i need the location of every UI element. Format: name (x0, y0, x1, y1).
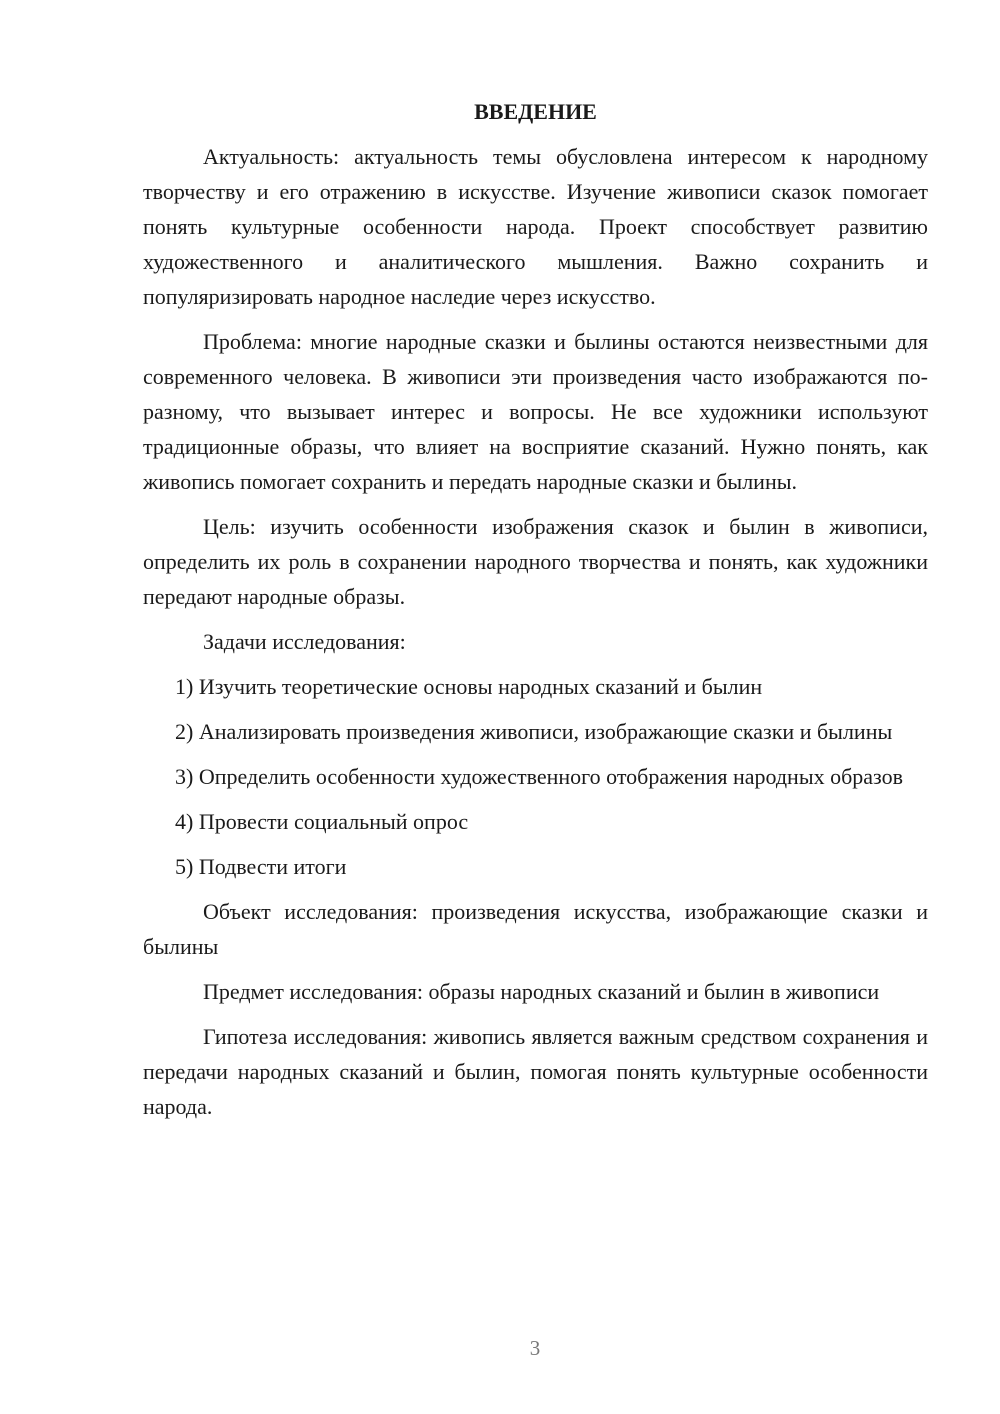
paragraph-hypothesis: Гипотеза исследования: живопись является важным средством сохранения и передачи народных сказаний и былин, помогая понять культурные особенности народа. (143, 1024, 928, 1119)
task-item-1: 1) Изучить теоретические основы народных сказаний и былин (175, 674, 763, 699)
paragraph-relevance: Актуальность: актуальность темы обусловлена интересом к народному творчеству и его отражению в искусстве. Изучение живописи сказок помогает понять культурные особенности народа. Проект способствует развитию художественного и аналитического мышления. Важно сохранить и популяризировать народное наследие через искусство. (143, 144, 928, 309)
paragraph-problem: Проблема: многие народные сказки и былины остаются неизвестными для современного человека. В живописи эти произведения часто изображаются по-разному, что вызывает интерес и вопросы. Не все художники используют традиционные образы, что влияет на восприятие сказаний. Нужно понять, как живопись помогает сохранить и передать народные сказки и былины. (143, 329, 928, 494)
section-heading: ВВЕДЕНИЕ (474, 99, 597, 124)
paragraph-subject: Предмет исследования: образы народных сказаний и былин в живописи (203, 979, 880, 1004)
task-item-4: 4) Провести социальный опрос (175, 809, 469, 834)
task-item-2: 2) Анализировать произведения живописи, изображающие сказки и былины (175, 719, 893, 744)
paragraph-object: Объект исследования: произведения искусства, изображающие сказки и былины (143, 899, 928, 959)
task-item-3: 3) Определить особенности художественного отображения народных образов (175, 764, 904, 789)
page-content (143, 94, 928, 1134)
paragraph-goal: Цель: изучить особенности изображения сказок и былин в живописи, определить их роль в сохранении народного творчества и понять, как художники передают народные образы. (143, 514, 928, 609)
tasks-title: Задачи исследования: (203, 629, 406, 654)
page-number: 3 (529, 1336, 541, 1360)
task-item-5: 5) Подвести итоги (175, 854, 347, 879)
